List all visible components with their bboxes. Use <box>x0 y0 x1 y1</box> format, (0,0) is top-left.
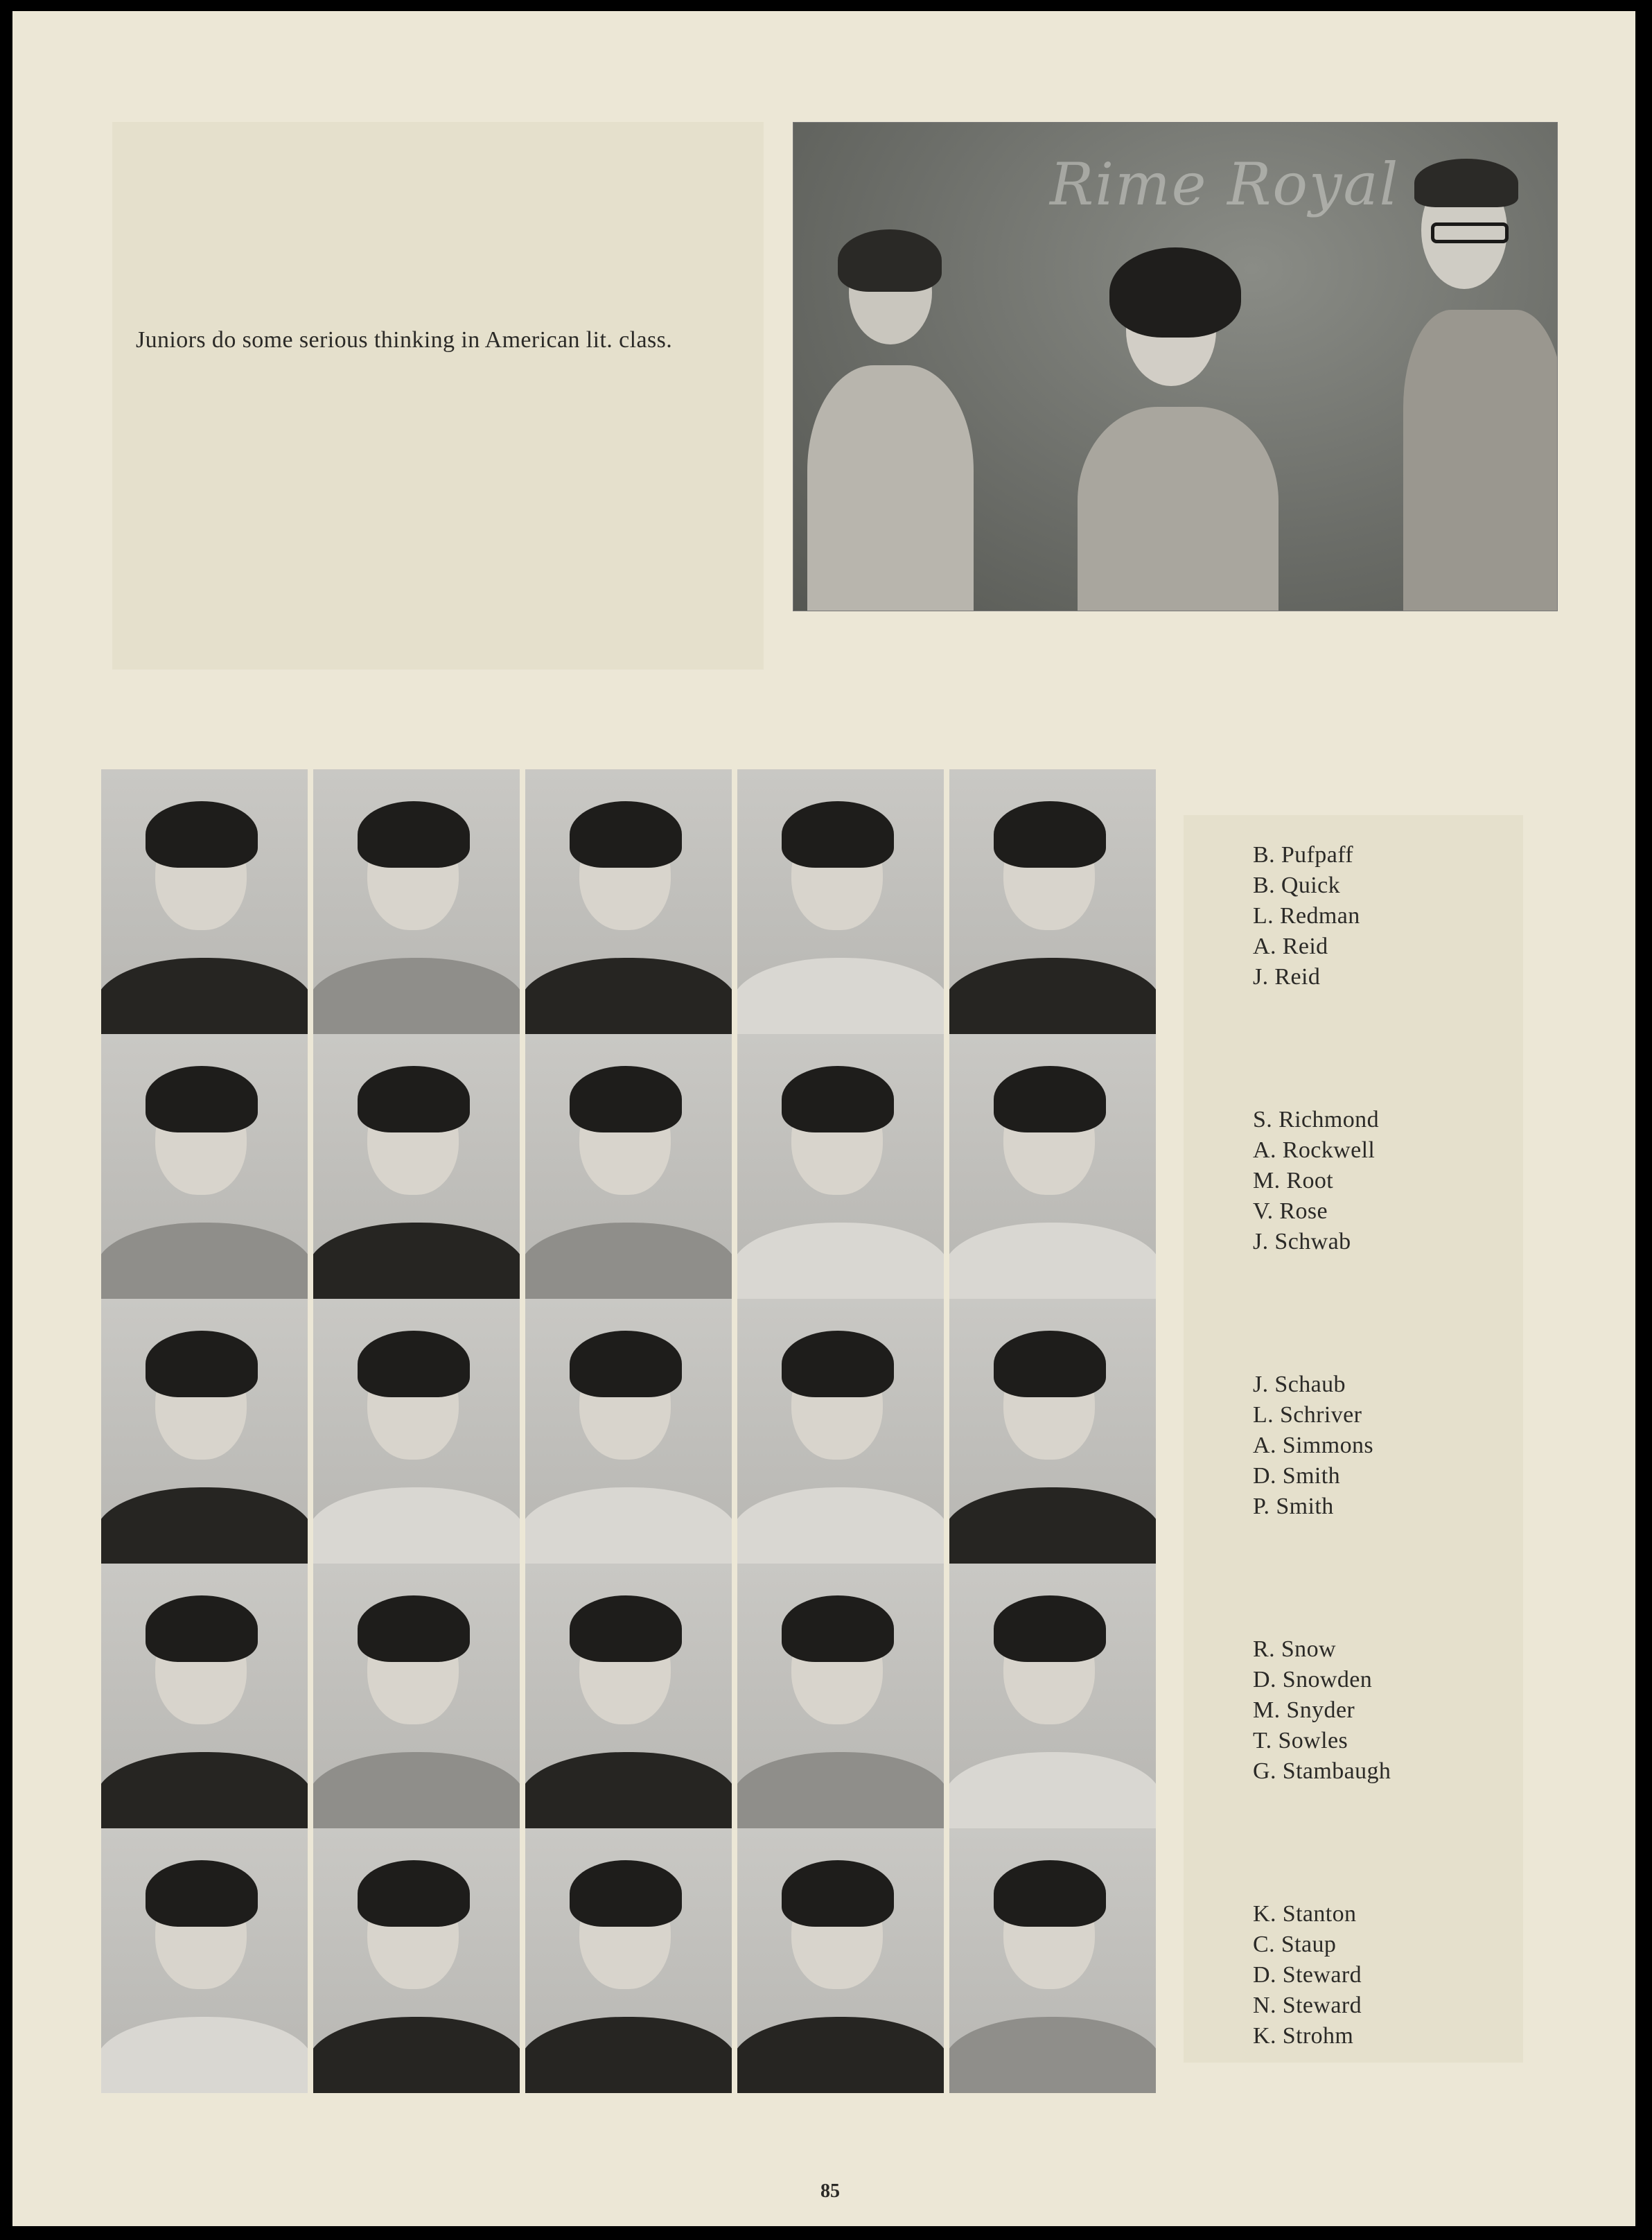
portrait <box>101 1034 308 1299</box>
student-name: S. Richmond <box>1253 1107 1379 1132</box>
portrait <box>525 769 732 1034</box>
student-name: D. Steward <box>1253 1962 1362 1988</box>
portrait <box>949 1828 1156 2093</box>
caption-panel <box>112 122 764 670</box>
portrait <box>313 1299 520 1564</box>
portrait <box>101 769 308 1034</box>
student-name: B. Pufpaff <box>1253 842 1354 868</box>
portrait <box>525 1564 732 1828</box>
portrait <box>949 769 1156 1034</box>
student-name: C. Staup <box>1253 1932 1337 1957</box>
student-name: P. Smith <box>1253 1494 1334 1519</box>
student-name: B. Quick <box>1253 873 1340 898</box>
portrait <box>737 1828 944 2093</box>
student-name: V. Rose <box>1253 1198 1328 1224</box>
student-name: J. Reid <box>1253 964 1321 990</box>
portrait <box>101 1828 308 2093</box>
student-name: A. Reid <box>1253 934 1328 959</box>
portrait <box>101 1299 308 1564</box>
portrait <box>737 1034 944 1299</box>
name-list-2 <box>1253 1105 1502 1257</box>
student-name: N. Steward <box>1253 1993 1362 2018</box>
portrait <box>525 1034 732 1299</box>
student-name: L. Schriver <box>1253 1402 1362 1428</box>
student-figure-center <box>1071 247 1278 611</box>
name-list-1 <box>1253 840 1502 992</box>
student-name: A. Simmons <box>1253 1433 1374 1458</box>
portrait <box>737 769 944 1034</box>
student-name: K. Stanton <box>1253 1901 1357 1927</box>
portrait <box>313 1828 520 2093</box>
student-name: T. Sowles <box>1253 1728 1348 1753</box>
portrait <box>949 1564 1156 1828</box>
student-name: A. Rockwell <box>1253 1137 1376 1163</box>
student-name: D. Smith <box>1253 1463 1341 1489</box>
portrait <box>313 1034 520 1299</box>
name-list-4 <box>1253 1634 1502 1787</box>
portrait <box>949 1299 1156 1564</box>
portrait <box>949 1034 1156 1299</box>
portrait <box>101 1564 308 1828</box>
portrait <box>525 1299 732 1564</box>
yearbook-page <box>12 11 1635 2226</box>
student-figure-left <box>807 234 981 611</box>
student-name: G. Stambaugh <box>1253 1758 1391 1784</box>
photo-caption: Juniors do some serious thinking in American lit. class. <box>136 327 673 353</box>
student-name: J. Schaub <box>1253 1372 1346 1397</box>
portrait <box>525 1828 732 2093</box>
portrait <box>737 1564 944 1828</box>
student-name: M. Root <box>1253 1168 1334 1193</box>
page-number: 85 <box>820 2180 840 2202</box>
student-name: R. Snow <box>1253 1636 1336 1662</box>
chalkboard-text: Rime Royal <box>1050 150 1400 218</box>
student-name: K. Strohm <box>1253 2023 1354 2049</box>
student-name: J. Schwab <box>1253 1229 1351 1254</box>
portrait <box>313 1564 520 1828</box>
portrait <box>313 769 520 1034</box>
classroom-photo <box>793 122 1558 611</box>
portrait <box>737 1299 944 1564</box>
student-name: D. Snowden <box>1253 1667 1373 1692</box>
student-figure-right <box>1382 150 1558 611</box>
student-name: L. Redman <box>1253 903 1360 929</box>
name-list-5 <box>1253 1899 1502 2051</box>
name-list-3 <box>1253 1370 1502 1522</box>
student-name: M. Snyder <box>1253 1697 1355 1723</box>
